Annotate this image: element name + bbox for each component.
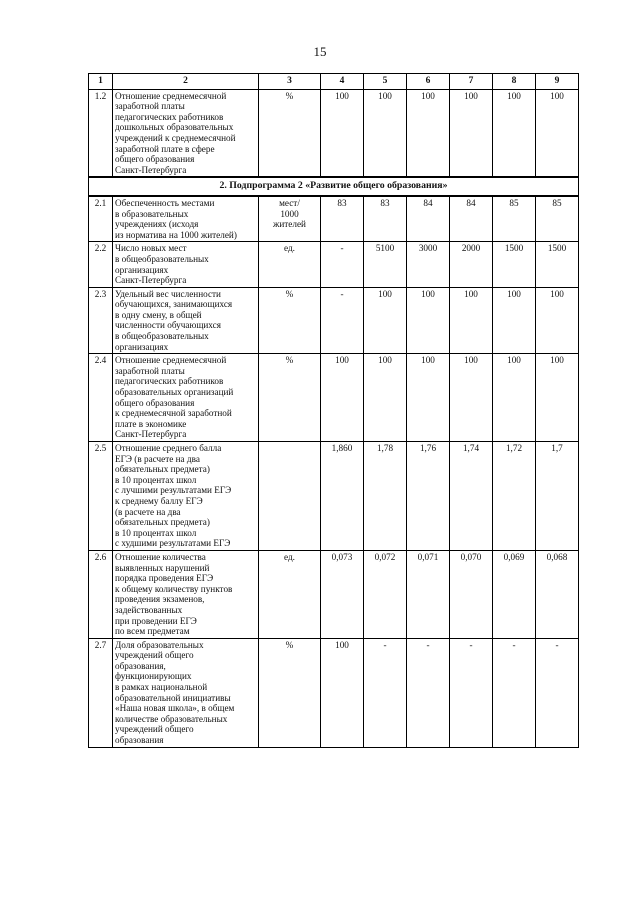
header-col-4: 4 [321, 74, 364, 90]
indicator-name: Отношение среднемесячной заработной платы педагогических работников образовательных организаций общего образования к среднемесячной заработной плате в экономике Санкт-Петербурга [113, 354, 259, 442]
value-cell: 1,78 [364, 442, 407, 551]
value-cell: 100 [407, 354, 450, 442]
value-cell: 1500 [493, 242, 536, 287]
value-cell: 100 [450, 89, 493, 177]
value-cell: 0,069 [493, 550, 536, 638]
unit: % [259, 89, 321, 177]
header-col-8: 8 [493, 74, 536, 90]
value-cell: 100 [536, 89, 579, 177]
table-row [89, 638, 579, 747]
value-cell: 100 [536, 287, 579, 354]
page-number: 15 [313, 44, 327, 59]
header-col-3: 3 [259, 74, 321, 90]
section-title: 2. Подпрограмма 2 «Развитие общего образования» [89, 177, 579, 196]
value-cell: 3000 [407, 242, 450, 287]
table-row [89, 89, 579, 177]
value-cell: - [536, 638, 579, 747]
value-cell: 83 [364, 196, 407, 242]
unit: % [259, 354, 321, 442]
row-number: 2.7 [89, 638, 113, 747]
value-cell: 0,071 [407, 550, 450, 638]
row-number: 2.5 [89, 442, 113, 551]
value-cell: 1,74 [450, 442, 493, 551]
value-cell: 5100 [364, 242, 407, 287]
value-cell: 85 [493, 196, 536, 242]
value-cell: 84 [450, 196, 493, 242]
row-number: 2.2 [89, 242, 113, 287]
indicator-name: Обеспеченность местами в образовательных учреждениях (исходя из норматива на 1000 жителей) [113, 196, 259, 242]
value-cell: 100 [407, 287, 450, 354]
table-row [89, 354, 579, 442]
value-cell: 100 [321, 354, 364, 442]
value-cell: - [407, 638, 450, 747]
value-cell: 85 [536, 196, 579, 242]
row-number: 2.4 [89, 354, 113, 442]
value-cell: 0,070 [450, 550, 493, 638]
value-cell: 100 [321, 638, 364, 747]
value-cell: 83 [321, 196, 364, 242]
row-number: 2.6 [89, 550, 113, 638]
value-cell: 0,073 [321, 550, 364, 638]
header-col-1: 1 [89, 74, 113, 90]
value-cell: 100 [450, 354, 493, 442]
value-cell: 100 [493, 89, 536, 177]
value-cell: - [321, 287, 364, 354]
header-col-9: 9 [536, 74, 579, 90]
section-row [89, 177, 579, 196]
table-row [89, 550, 579, 638]
value-cell: 0,072 [364, 550, 407, 638]
table-row [89, 242, 579, 287]
indicator-name: Удельный вес численности обучающихся, занимающихся в одну смену, в общей численности обучающихся в общеобразовательных организациях [113, 287, 259, 354]
indicator-name: Отношение количества выявленных нарушений порядка проведения ЕГЭ к общему количеству пунктов проведения экзаменов, задействованных при проведении ЕГЭ по всем предметам [113, 550, 259, 638]
value-cell: 100 [536, 354, 579, 442]
unit: % [259, 287, 321, 354]
indicators-table [88, 73, 579, 748]
value-cell: 100 [493, 354, 536, 442]
value-cell: 100 [493, 287, 536, 354]
value-cell: - [450, 638, 493, 747]
unit: ед. [259, 550, 321, 638]
row-number: 2.3 [89, 287, 113, 354]
value-cell: 100 [321, 89, 364, 177]
header-col-2: 2 [113, 74, 259, 90]
indicator-name: Число новых мест в общеобразовательных организациях Санкт-Петербурга [113, 242, 259, 287]
value-cell: 1,860 [321, 442, 364, 551]
value-cell: 100 [364, 354, 407, 442]
value-cell: 0,068 [536, 550, 579, 638]
unit: мест/ 1000 жителей [259, 196, 321, 242]
value-cell: - [364, 638, 407, 747]
value-cell: 1,76 [407, 442, 450, 551]
unit [259, 442, 321, 551]
value-cell: - [321, 242, 364, 287]
header-row [89, 74, 579, 90]
indicator-name: Доля образовательных учреждений общего образования, функционирующих в рамках национальной образовательной инициативы «Наша новая школа», в общем количестве образовательных учреждений общего образования [113, 638, 259, 747]
value-cell: 100 [364, 287, 407, 354]
indicator-name: Отношение среднего балла ЕГЭ (в расчете на два обязательных предмета) в 10 процентах школ с лучшими результатами ЕГЭ к среднему баллу ЕГЭ (в расчете на два обязательных предмета) в 10 процентах школ с худшими результатами ЕГЭ [113, 442, 259, 551]
unit: ед. [259, 242, 321, 287]
table-row [89, 442, 579, 551]
row-number: 2.1 [89, 196, 113, 242]
value-cell: 84 [407, 196, 450, 242]
header-col-7: 7 [450, 74, 493, 90]
table-row [89, 196, 579, 242]
unit: % [259, 638, 321, 747]
value-cell: - [493, 638, 536, 747]
header-col-6: 6 [407, 74, 450, 90]
value-cell: 100 [364, 89, 407, 177]
value-cell: 1500 [536, 242, 579, 287]
indicator-name: Отношение среднемесячной заработной платы педагогических работников дошкольных образовательных учреждений к среднемесячной заработной плате в сфере общего образования Санкт-Петербурга [113, 89, 259, 177]
table-row [89, 287, 579, 354]
value-cell: 1,72 [493, 442, 536, 551]
value-cell: 2000 [450, 242, 493, 287]
value-cell: 100 [407, 89, 450, 177]
value-cell: 100 [450, 287, 493, 354]
value-cell: 1,7 [536, 442, 579, 551]
header-col-5: 5 [364, 74, 407, 90]
row-number: 1.2 [89, 89, 113, 177]
